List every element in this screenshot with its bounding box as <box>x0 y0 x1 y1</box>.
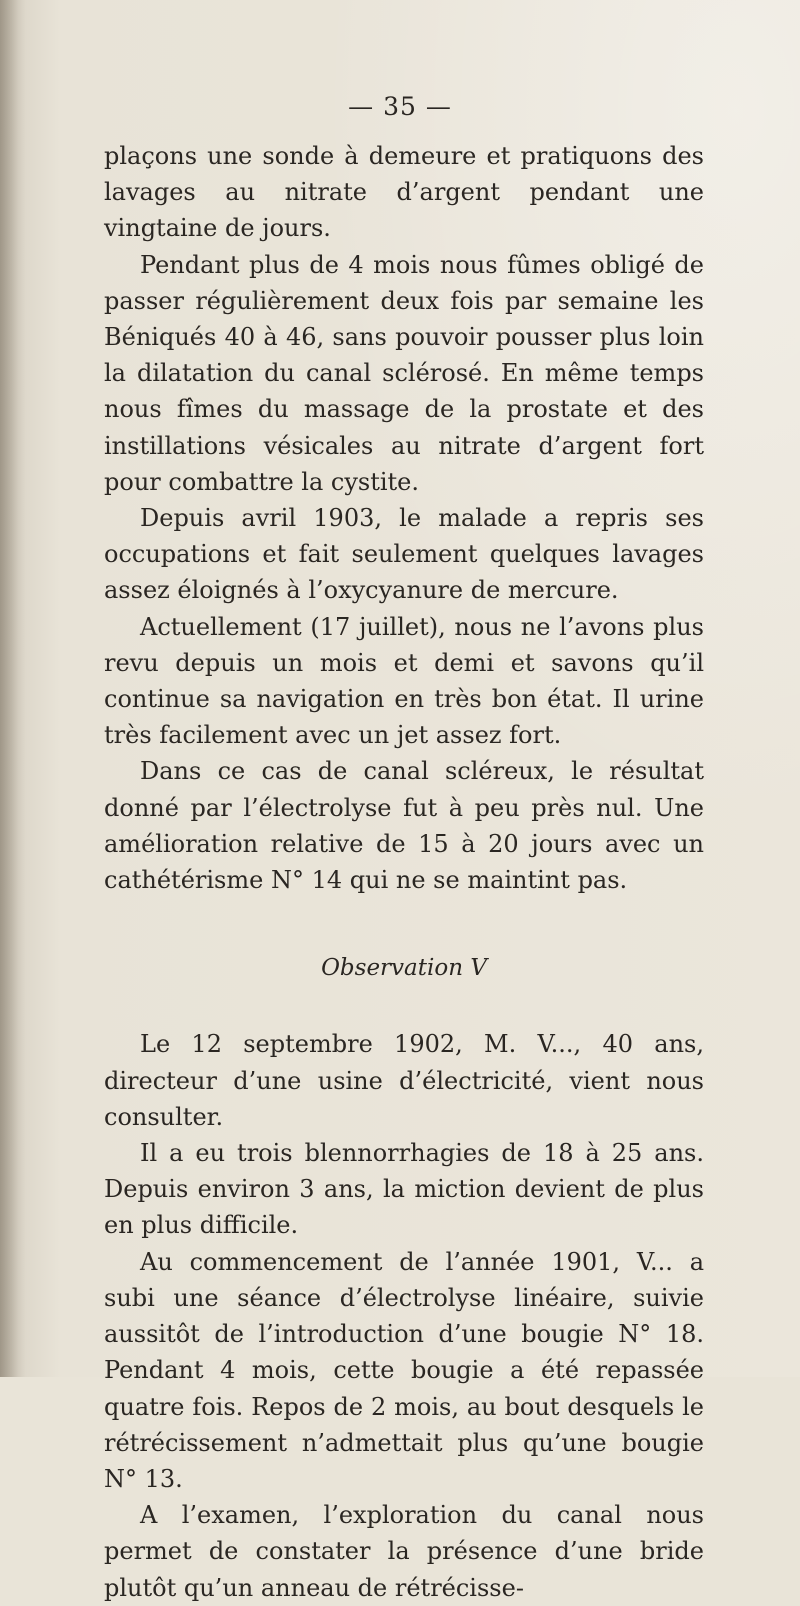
body-text <box>104 138 704 1606</box>
paragraph: Au commencement de l’année 1901, V... a subi une séance d’électrolyse linéaire, suivie aussitôt de l’introduction d’une bougie N° 18. Pendant 4 mois, cette bougie a été repassée quatre fois. Repos de 2 mois, au bout desquels le rétrécissement n’admettait plus qu’une bougie N° 13. <box>104 1247 704 1493</box>
paragraph: A l’examen, l’exploration du canal nous permet de constater la présence d’une bride plutôt qu’un anneau de rétrécisse- <box>104 1501 704 1602</box>
binding-shadow <box>0 0 26 1377</box>
paragraph: Pendant plus de 4 mois nous fûmes obligé de passer régulièrement deux fois par semaine les Béniqués 40 à 46, sans pouvoir pousser plus loin la dilatation du canal sclérosé. En même temps nous fîmes du massage de la prostate et des instillations vésicales au nitrate d’argent fort pour combattre la cystite. <box>104 250 704 496</box>
paragraph: Dans ce cas de canal scléreux, le résultat donné par l’électrolyse fut à peu près nul. Une amélioration relative de 15 à 20 jours avec un cathétérisme N° 14 qui ne se maintint pas. <box>104 757 704 895</box>
paragraph: plaçons une sonde à demeure et pratiquons des lavages au nitrate d’argent pendant une vingtaine de jours. <box>104 142 704 243</box>
section-heading: Observation V <box>321 955 487 982</box>
paragraph: Depuis avril 1903, le malade a repris ses occupations et fait seulement quelques lavages assez éloignés à l’oxycyanure de mercure. <box>104 504 704 605</box>
page-number: — 35 — <box>348 92 452 121</box>
paragraph: Il a eu trois blennorrhagies de 18 à 25 ans. Depuis environ 3 ans, la miction devient de plus en plus difficile. <box>104 1139 704 1240</box>
paragraph: Actuellement (17 juillet), nous ne l’avons plus revu depuis un mois et demi et savons qu’il continue sa navigation en très bon état. Il urine très facilement avec un jet assez fort. <box>104 612 704 750</box>
paragraph: Le 12 septembre 1902, M. V..., 40 ans, directeur d’une usine d’électricité, vient nous consulter. <box>104 1030 704 1131</box>
